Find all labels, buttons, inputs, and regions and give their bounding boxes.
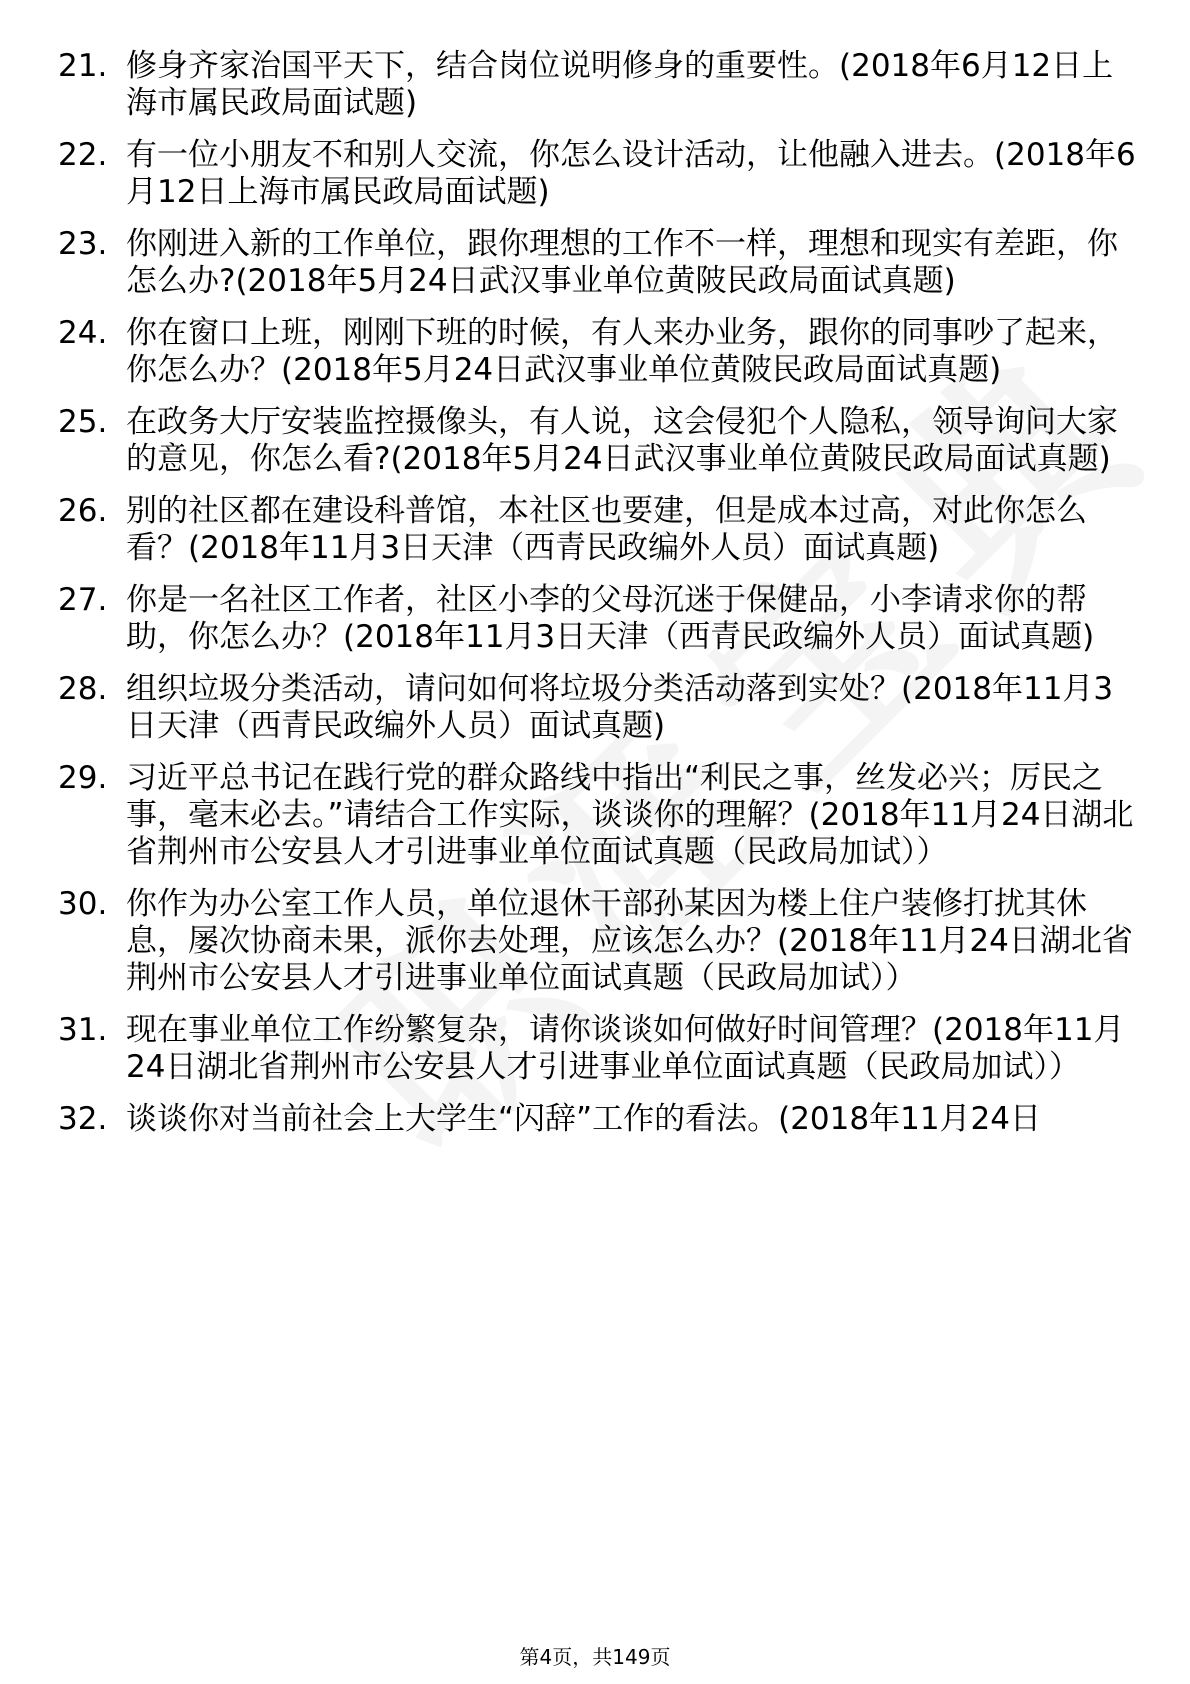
question-text: 修身齐家治国平天下，结合岗位说明修身的重要性。(2018年6月12日上海市属民政局面试题) (126, 48, 1114, 121)
question-text: 组织垃圾分类活动，请问如何将垃圾分类活动落到实处？(2018年11月3日天津（西青民政编外人员）面试真题) (126, 671, 1114, 744)
question-number: 32. (58, 1101, 108, 1137)
list-item (58, 760, 1138, 871)
list-item (58, 137, 1138, 211)
list-item (58, 226, 1138, 300)
list-item (58, 886, 1138, 997)
question-number: 24. (58, 315, 108, 351)
question-number: 30. (58, 886, 108, 922)
question-number: 29. (58, 760, 108, 796)
question-text: 你是一名社区工作者，社区小李的父母沉迷于保健品，小李请求你的帮助，你怎么办？(2018年11月3日天津（西青民政编外人员）面试真题) (126, 582, 1095, 655)
question-text: 谈谈你对当前社会上大学生“闪辞”工作的看法。(2018年11月24日 (126, 1101, 1041, 1137)
question-text: 在政务大厅安装监控摄像头，有人说，这会侵犯个人隐私，领导询问大家的意见，你怎么看?(2018年5月24日武汉事业单位黄陂民政局面试真题) (126, 404, 1118, 477)
question-text: 别的社区都在建设科普馆，本社区也要建，但是成本过高，对此你怎么看？(2018年11月3日天津（西青民政编外人员）面试真题) (126, 493, 1087, 566)
question-list (58, 48, 1138, 1153)
question-number: 26. (58, 493, 108, 529)
list-item (58, 671, 1138, 745)
list-item (58, 1101, 1138, 1138)
list-item (58, 315, 1138, 389)
list-item (58, 493, 1138, 567)
question-text: 你作为办公室工作人员，单位退休干部孙某因为楼上住户装修打扰其休息，屡次协商未果，派你去处理，应该怎么办？(2018年11月24日湖北省荆州市公安县人才引进事业单位面试真题（民政局加试）） (126, 886, 1133, 996)
list-item (58, 1012, 1138, 1086)
page-footer (0, 1644, 1190, 1670)
list-item (58, 582, 1138, 656)
question-text: 你在窗口上班，刚刚下班的时候，有人来办业务，跟你的同事吵了起来，你怎么办？(2018年5月24日武汉事业单位黄陂民政局面试真题) (126, 315, 1118, 388)
question-number: 28. (58, 671, 108, 707)
question-number: 27. (58, 582, 108, 618)
question-text: 你刚进入新的工作单位，跟你理想的工作不一样，理想和现实有差距，你怎么办?(2018年5月24日武汉事业单位黄陂民政局面试真题) (126, 226, 1118, 299)
page-number-label: 第4页，共149页 (519, 1645, 671, 1669)
question-number: 21. (58, 48, 108, 84)
list-item (58, 48, 1138, 122)
question-number: 25. (58, 404, 108, 440)
question-text: 习近平总书记在践行党的群众路线中指出“利民之事，丝发必兴；厉民之事，毫末必去。”请结合工作实际，谈谈你的理解？(2018年11月24日湖北省荆州市公安县人才引进事业单位面试真题（民政局加试）） (126, 760, 1134, 870)
question-text: 有一位小朋友不和别人交流，你怎么设计活动，让他融入进去。(2018年6月12日上海市属民政局面试题) (126, 137, 1136, 210)
question-number: 22. (58, 137, 108, 173)
question-text: 现在事业单位工作纷繁复杂，请你谈谈如何做好时间管理？(2018年11月24日湖北省荆州市公安县人才引进事业单位面试真题（民政局加试）） (126, 1012, 1125, 1085)
question-number: 23. (58, 226, 108, 262)
list-item (58, 404, 1138, 478)
question-number: 31. (58, 1012, 108, 1048)
